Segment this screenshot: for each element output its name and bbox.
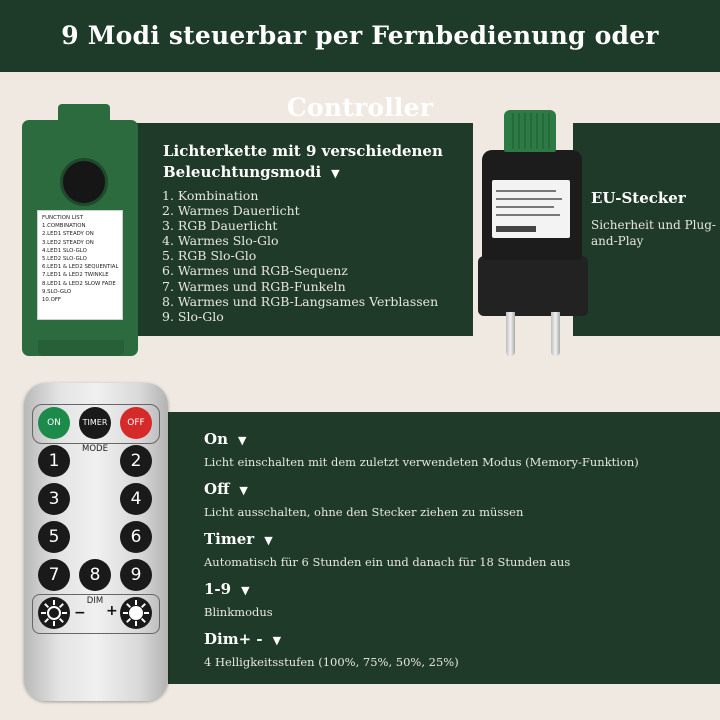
controller-bottom-tab (38, 340, 124, 356)
function-list-line: 8.LED1 & LED2 SLOW FADE (42, 280, 116, 287)
plug-description: Sicherheit und Plug-and-Play (591, 218, 716, 248)
feature-off (204, 480, 523, 521)
title-banner (0, 0, 720, 122)
plug-label-line (496, 198, 562, 200)
plug-base (478, 256, 588, 316)
sun-outline-icon (47, 606, 61, 620)
feature-description: Licht einschalten mit dem zuletzt verwendeten Modus (Memory-Funktion) (204, 455, 639, 469)
plug-label-line (496, 206, 554, 208)
feature-on (204, 430, 639, 471)
modes-panel-title (163, 141, 463, 184)
mode-item: 8. Warmes und RGB-Langsames Verblassen (162, 293, 439, 309)
number-button-6[interactable]: 6 (120, 521, 152, 553)
dim-down-button[interactable] (38, 597, 70, 629)
mode-label: MODE (82, 444, 108, 454)
feature-description: Automatisch für 6 Stunden ein und danach für 18 Stunden aus (204, 555, 571, 569)
on-button[interactable]: ON (38, 407, 70, 439)
number-button-1[interactable]: 1 (38, 445, 70, 477)
number-button-3[interactable]: 3 (38, 483, 70, 515)
dim-label: DIM (86, 596, 104, 606)
modes-panel (135, 123, 473, 336)
minus-sign: − (74, 605, 86, 621)
triangle-down-icon: ▼ (237, 434, 247, 447)
dim-up-button[interactable] (120, 597, 152, 629)
mode-item: 9. Slo-Glo (162, 308, 224, 324)
triangle-down-icon: ▼ (272, 634, 282, 647)
plug-label-marks (496, 226, 536, 232)
function-list-line: 4.LED1 SLO-GLO (42, 247, 87, 254)
triangle-down-icon: ▼ (264, 534, 273, 547)
mode-item: 4. Warmes Slo-Glo (162, 233, 279, 249)
feature-title-text: 1-9 (204, 580, 232, 598)
page-title: 9 Modi steuerbar per Fernbedienung oder Controller (61, 21, 659, 122)
function-list-line: 2.LED1 STEADY ON (42, 231, 94, 238)
feature-title (204, 430, 639, 450)
timer-button[interactable]: TIMER (79, 407, 111, 439)
function-list-line: 10.OFF (42, 297, 62, 304)
plug-label-line (496, 190, 556, 192)
modes-title-text: Lichterkette mit 9 verschiedenen Beleuchtungsmodi (163, 142, 443, 181)
triangle-down-icon: ▼ (239, 484, 248, 497)
feature-panel (168, 412, 720, 684)
feature-title-text: On (204, 430, 228, 448)
mode-item: 1. Kombination (162, 188, 259, 203)
feature-modes (204, 580, 273, 621)
feature-description: 4 Helligkeitsstufen (100%, 75%, 50%, 25%) (204, 655, 459, 669)
feature-title-text: Off (204, 480, 230, 498)
plus-sign: + (106, 603, 118, 619)
controller-mode-button[interactable] (60, 158, 108, 206)
sun-filled-icon (129, 606, 143, 620)
triangle-down-icon: ▼ (241, 584, 250, 597)
plug-title: EU-Stecker (591, 189, 686, 207)
feature-title (204, 480, 523, 500)
plug-pin-left (506, 312, 515, 356)
plug-info-panel (573, 123, 720, 336)
function-list-line: 7.LED1 & LED2 TWINKLE (42, 272, 109, 279)
off-button[interactable]: OFF (120, 407, 152, 439)
mode-item: 6. Warmes und RGB-Sequenz (162, 263, 348, 279)
feature-title-text: Dim+ - (204, 630, 263, 648)
feature-dim (204, 630, 459, 671)
function-list-line: 3.LED2 STEADY ON (42, 239, 94, 246)
function-list-line: 5.LED2 SLO-GLO (42, 256, 87, 263)
number-button-8[interactable]: 8 (79, 559, 111, 591)
feature-description: Blinkmodus (204, 605, 273, 619)
mode-item: 5. RGB Slo-Glo (162, 248, 257, 264)
mode-item: 3. RGB Dauerlicht (162, 218, 278, 234)
mode-item: 2. Warmes Dauerlicht (162, 203, 300, 219)
feature-title (204, 580, 273, 600)
number-button-7[interactable]: 7 (38, 559, 70, 591)
number-button-2[interactable]: 2 (120, 445, 152, 477)
number-button-9[interactable]: 9 (120, 559, 152, 591)
plug-cap-ridges (508, 113, 552, 149)
feature-title (204, 630, 459, 650)
mode-list (162, 188, 438, 324)
plug-label-line (496, 214, 560, 216)
feature-timer (204, 530, 570, 571)
number-button-5[interactable]: 5 (38, 521, 70, 553)
number-button-4[interactable]: 4 (120, 483, 152, 515)
function-list-label (37, 210, 123, 320)
feature-description: Licht ausschalten, ohne den Stecker ziehen zu müssen (204, 505, 524, 519)
function-list-line: 6.LED1 & LED2 SEQUENTIAL (42, 264, 119, 271)
plug-pin-right (551, 312, 560, 356)
function-list-line: FUNCTION LIST (42, 215, 84, 221)
function-list-line: 1.COMBINATION (42, 223, 86, 230)
function-list-line: 9.SLO-GLO (42, 288, 72, 295)
feature-title (204, 530, 570, 550)
triangle-down-icon: ▼ (331, 167, 340, 180)
mode-item: 7. Warmes und RGB-Funkeln (162, 278, 346, 294)
feature-title-text: Timer (204, 530, 255, 548)
